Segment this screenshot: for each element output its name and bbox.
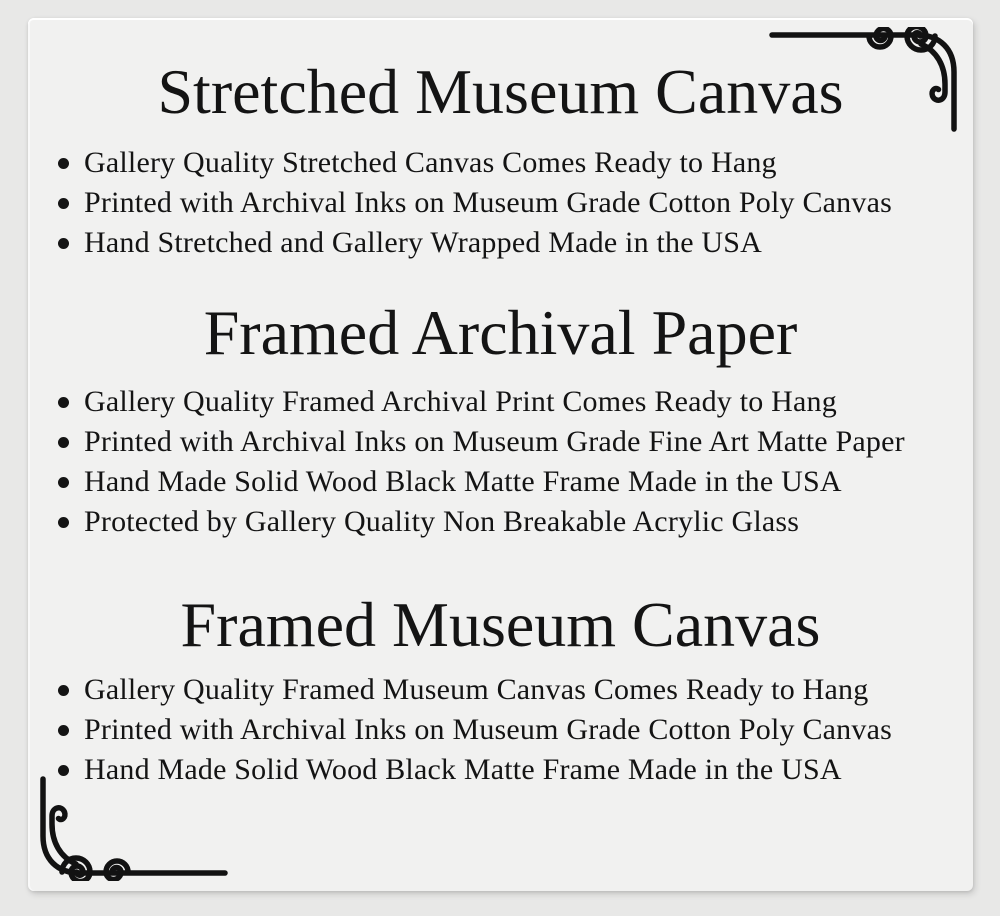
bullet-list: [28, 670, 973, 790]
section-framed-archival-paper: [28, 297, 973, 542]
product-details-card: [28, 18, 973, 891]
bullet-item: Hand Made Solid Wood Black Matte Frame Made in the USA: [84, 462, 973, 502]
bullet-item: Printed with Archival Inks on Museum Grade Cotton Poly Canvas: [84, 183, 973, 223]
bullet-item: Hand Stretched and Gallery Wrapped Made in the USA: [84, 223, 973, 263]
bullet-item: Gallery Quality Framed Museum Canvas Comes Ready to Hang: [84, 670, 973, 710]
bullet-item: Gallery Quality Stretched Canvas Comes Ready to Hang: [84, 143, 973, 183]
bullet-item: Protected by Gallery Quality Non Breakable Acrylic Glass: [84, 502, 973, 542]
section-title: Stretched Museum Canvas: [157, 56, 844, 127]
bullet-item: Printed with Archival Inks on Museum Grade Cotton Poly Canvas: [84, 710, 973, 750]
section-framed-museum-canvas: [28, 589, 973, 790]
bullet-item: Hand Made Solid Wood Black Matte Frame Made in the USA: [84, 750, 973, 790]
bullet-item: Gallery Quality Framed Archival Print Comes Ready to Hang: [84, 382, 973, 422]
corner-flourish-bottom-left-icon: [36, 775, 228, 881]
corner-flourish-top-right-icon: [769, 27, 961, 133]
bullet-list: [28, 143, 973, 263]
bullet-item: Printed with Archival Inks on Museum Grade Fine Art Matte Paper: [84, 422, 973, 462]
bullet-list: [28, 382, 973, 542]
section-title: Framed Archival Paper: [203, 297, 798, 368]
section-title: Framed Museum Canvas: [180, 589, 821, 660]
